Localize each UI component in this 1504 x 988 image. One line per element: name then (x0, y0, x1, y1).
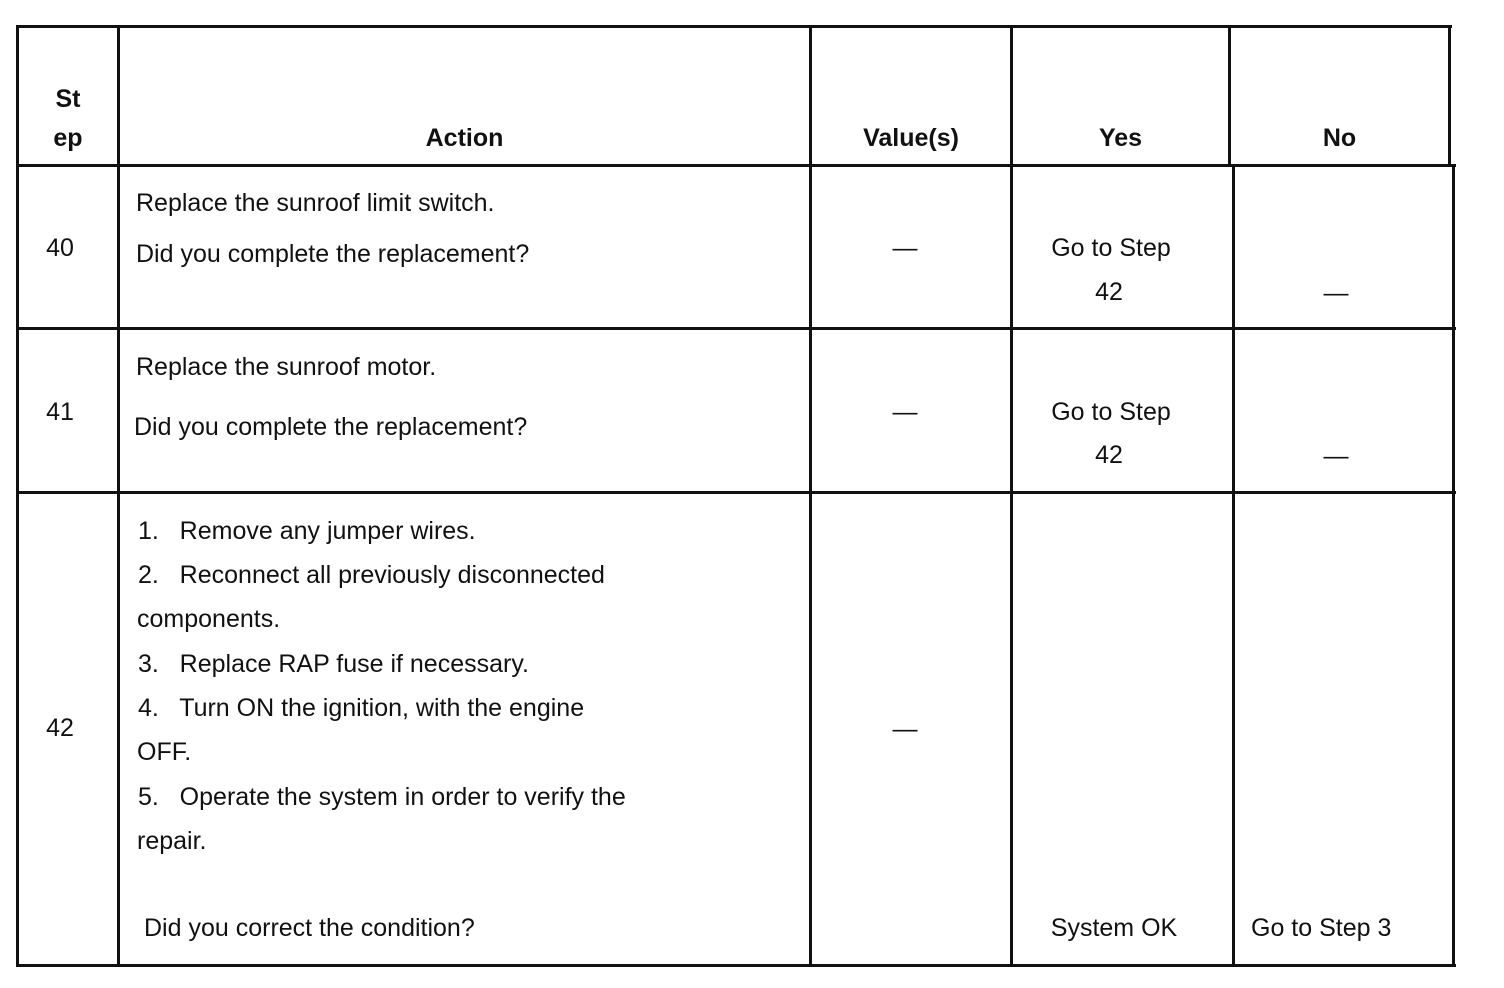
column-divider (117, 25, 120, 967)
step-number: 40 (46, 234, 74, 262)
action-step-1: 1. Remove any jumper wires. (138, 517, 476, 545)
value-cell: — (892, 234, 918, 262)
column-divider (1010, 25, 1013, 967)
no-cell: — (1323, 442, 1349, 470)
header-step-line2: ep (53, 124, 83, 152)
header-step-line1: St (55, 85, 81, 113)
header-step (19, 84, 117, 153)
yes-cell: System OK (1050, 914, 1178, 942)
value-cell: — (892, 398, 918, 426)
step-number: 42 (46, 714, 74, 742)
value-cell: — (892, 715, 918, 743)
action-question: Did you complete the replacement? (136, 240, 530, 268)
header-divider (16, 164, 1456, 167)
action-step-2-cont: components. (137, 605, 281, 633)
header-values: Value(s) (863, 124, 959, 152)
action-step-5: 5. Operate the system in order to verify the (138, 783, 626, 811)
table-border-right (1448, 25, 1451, 167)
action-step-2: 2. Reconnect all previously disconnected (138, 561, 605, 589)
table-border-bottom (16, 964, 1456, 967)
header-action: Action (425, 124, 504, 152)
yes-cell-line2: 42 (1095, 441, 1123, 469)
yes-cell-line1: Go to Step (1051, 234, 1171, 262)
table-border-top (16, 25, 1452, 28)
header-no: No (1322, 124, 1357, 152)
yes-cell-line2: 42 (1095, 278, 1123, 306)
action-step-4-cont: OFF. (137, 738, 192, 766)
step-number: 41 (46, 398, 74, 426)
action-step-5-cont: repair. (137, 827, 207, 855)
header-yes: Yes (1098, 124, 1143, 152)
no-cell: Go to Step 3 (1251, 914, 1392, 942)
no-cell: — (1323, 279, 1349, 307)
table-border-left (16, 25, 19, 967)
yes-cell-line1: Go to Step (1051, 398, 1171, 426)
action-text: Replace the sunroof limit switch. (136, 189, 495, 217)
row-divider (16, 327, 1456, 330)
action-question: Did you correct the condition? (144, 914, 475, 942)
action-step-4: 4. Turn ON the ignition, with the engine (138, 694, 585, 722)
action-text: Replace the sunroof motor. (136, 353, 437, 381)
row-divider (16, 491, 1456, 494)
table-border-right (1452, 164, 1455, 967)
action-step-3: 3. Replace RAP fuse if necessary. (138, 650, 529, 678)
action-question: Did you complete the replacement? (134, 413, 528, 441)
column-divider (809, 25, 812, 967)
